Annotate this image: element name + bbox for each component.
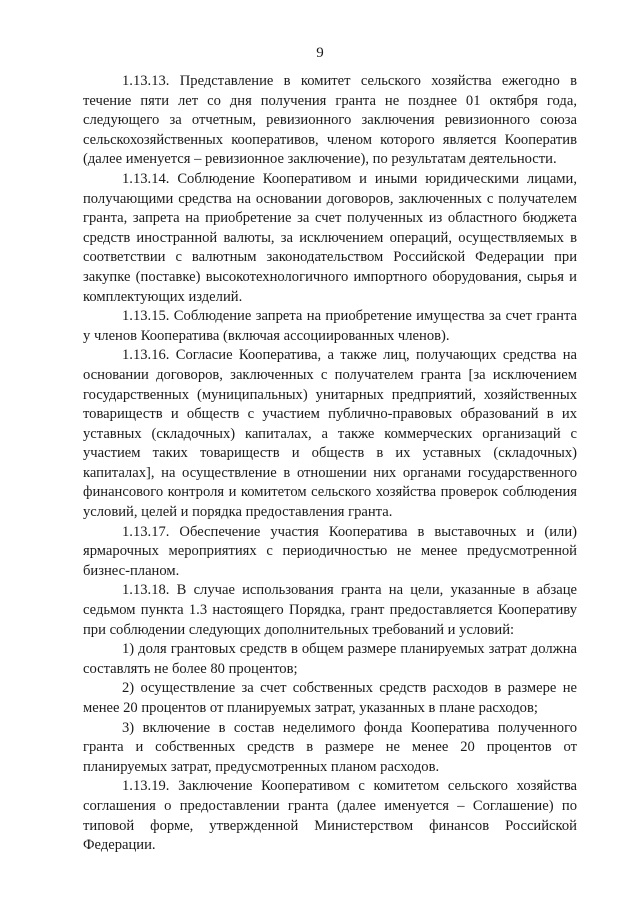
paragraph-1-13-19: 1.13.19. Заключение Кооперативом с комитетом сельского хозяйства соглашения о предоставлении гранта (далее именуется – Соглашение) по типовой форме, утвержденной Министерством финансов Российской Федерации.: [83, 778, 577, 854]
page-number: 9: [316, 45, 324, 61]
paragraph-1-13-15: 1.13.15. Соблюдение запрета на приобретение имущества за счет гранта у членов Кооператива (включая ассоциированных членов).: [83, 308, 577, 344]
subitem-2: 2) осуществление за счет собственных средств расходов в размере не менее 20 процентов от планируемых затрат, указанных в плане расходов;: [83, 680, 577, 716]
document-body: [83, 72, 577, 856]
subitem-3: 3) включение в состав неделимого фонда Кооператива полученного гранта и собственных средств в размере не менее 20 процентов от планируемых затрат, предусмотренных планом расходов.: [83, 719, 577, 775]
paragraph-1-13-14: 1.13.14. Соблюдение Кооперативом и иными юридическими лицами, получающими средства на основании договоров, заключенных с получателем гранта, запрета на приобретение за счет полученных из областного бюджета средств иностранной валюты, за исключением операций, осуществляемых в соответствии с валютным законодательством Российской Федерации при закупке (поставке) высокотехнологичного импортного оборудования, сырья и комплектующих изделий.: [83, 170, 577, 305]
paragraph-1-13-16: 1.13.16. Согласие Кооператива, а также лиц, получающих средства на основании договоров, заключенных с получателем гранта [за исключением государственных (муниципальных) унитарных предприятий, хозяйственных товариществ и обществ с участием публично-правовых образований в их уставных (складочных) капиталах, а также коммерческих организаций с участием таких товариществ и обществ в их уставных (складочных) капиталах], на осуществление в отношении них органами государственного финансового контроля и комитетом сельского хозяйства проверок соблюдения условий, целей и порядка предоставления гранта.: [83, 347, 577, 521]
paragraph-1-13-18: 1.13.18. В случае использования гранта на цели, указанные в абзаце седьмом пункта 1.3 настоящего Порядка, грант предоставляется Кооперативу при соблюдении следующих дополнительных требований и условий:: [83, 582, 577, 638]
paragraph-1-13-17: 1.13.17. Обеспечение участия Кооператива в выставочных и (или) ярмарочных мероприятиях с периодичностью не менее предусмотренной бизнес-планом.: [83, 523, 577, 579]
paragraph-1-13-13: 1.13.13. Представление в комитет сельского хозяйства ежегодно в течение пяти лет со дня получения гранта не позднее 01 октября года, следующего за отчетным, ревизионного заключения ревизионного союза сельскохозяйственных кооперативов, членом которого является Кооператив (далее именуется – ревизионное заключение), по результатам деятельности.: [83, 73, 577, 168]
subitem-1: 1) доля грантовых средств в общем размере планируемых затрат должна составлять не более 80 процентов;: [83, 641, 577, 677]
